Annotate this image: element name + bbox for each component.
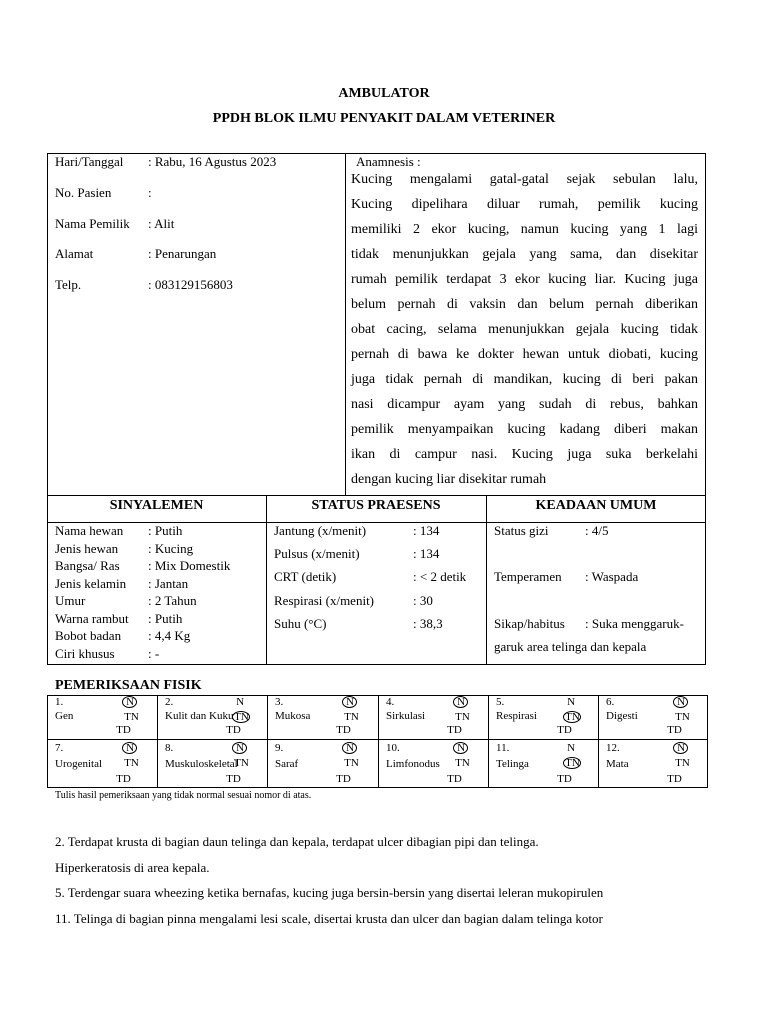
exam-option-tn: TN [565, 711, 580, 723]
patient-value: : Penarungan [148, 246, 217, 261]
patient-label: Nama Pemilik [55, 216, 130, 231]
anamnesis-line: belum pernah di vaksin dan belum pernah diberikan [351, 297, 698, 312]
exam-option-n: N [126, 696, 135, 708]
sikap-value-cont: garuk area telinga dan kepala [494, 639, 647, 654]
exam-name: Respirasi [496, 710, 537, 722]
pemeriksaan-note: Tulis hasil pemeriksaan yang tidak normal sesuai nomor di atas. [55, 790, 312, 801]
exam-name: Limfonodus [386, 758, 440, 770]
exam-option-td: TD [557, 773, 572, 785]
exam-option-td: TD [226, 773, 241, 785]
sinyalemen-value: : Jantan [148, 576, 189, 591]
exam-number: 4. [386, 696, 395, 708]
sikap-value: : Suka menggaruk- [585, 616, 684, 631]
exam-number: 11. [496, 742, 510, 754]
exam-option-td: TD [557, 724, 572, 736]
patient-label: Telp. [55, 277, 82, 292]
anamnesis-line: Kucing dipelihara diluar rumah, pemilik kucing [351, 197, 698, 212]
patient-value: : [148, 185, 152, 200]
status-value: : < 2 detik [413, 569, 467, 584]
exam-option-td: TD [447, 724, 462, 736]
exam-name: Kulit dan Kuku [165, 710, 234, 722]
anamnesis-line: dengan kucing liar disekitar rumah [351, 472, 547, 487]
exam-option-n: N [346, 696, 355, 708]
document-subtitle: PPDH BLOK ILMU PENYAKIT DALAM VETERINER [212, 111, 556, 126]
selected-circle-icon [673, 696, 688, 708]
exam-number: 8. [165, 742, 174, 754]
divider [345, 153, 346, 495]
patient-value: : Alit [148, 216, 175, 231]
patient-label: Hari/Tanggal [55, 154, 124, 169]
sinyalemen-label: Bobot badan [55, 628, 122, 643]
exam-name: Sirkulasi [386, 710, 426, 722]
exam-number: 5. [496, 696, 505, 708]
status-value: : 30 [413, 593, 433, 608]
selected-circle-icon [453, 742, 468, 754]
selected-circle-icon [122, 742, 137, 754]
divider [266, 495, 267, 665]
divider [486, 495, 487, 665]
exam-number: 6. [606, 696, 615, 708]
exam-name: Muskuloskeletal [165, 758, 238, 770]
exam-option-n: N [236, 696, 245, 708]
status-value: : 134 [413, 523, 440, 538]
document-title: AMBULATOR [338, 86, 430, 101]
selected-circle-icon [232, 742, 247, 754]
exam-option-n: N [677, 742, 686, 754]
exam-option-td: TD [667, 724, 682, 736]
divider [47, 495, 706, 496]
exam-option-tn: TN [124, 711, 139, 723]
sinyalemen-label: Ciri khusus [55, 646, 115, 661]
sinyalemen-label: Warna rambut [55, 611, 129, 626]
exam-option-n: N [126, 742, 135, 754]
exam-number: 9. [275, 742, 284, 754]
patient-label: No. Pasien [55, 185, 112, 200]
anamnesis-line: juga tidak pernah di mandikan, kucing di beri pakan [351, 372, 698, 387]
sinyalemen-label: Bangsa/ Ras [55, 558, 120, 573]
anamnesis-line: pemilik menyampaikan kucing kadang diberi makan [351, 422, 698, 437]
exam-option-td: TD [667, 773, 682, 785]
grid-divider [157, 696, 158, 787]
exam-option-tn: TN [455, 711, 470, 723]
selected-circle-icon [453, 696, 468, 708]
sinyalemen-value: : Mix Domestik [148, 558, 231, 573]
grid-divider [48, 739, 707, 740]
exam-name: Telinga [496, 758, 529, 770]
status-value: : 134 [413, 546, 440, 561]
exam-option-tn: TN [124, 757, 139, 769]
exam-option-n: N [236, 742, 245, 754]
patient-label: Alamat [55, 246, 94, 261]
result-line: 11. Telinga di bagian pinna mengalami lesi scale, disertai krusta dan ulcer dan bagian dalam telinga kotor [55, 911, 603, 926]
sinyalemen-label: Jenis kelamin [55, 576, 127, 591]
result-line: 2. Terdapat krusta di bagian daun telinga dan kepala, terdapat ulcer dibagian pipi dan telinga. [55, 834, 539, 849]
anamnesis-label: Anamnesis : [356, 154, 421, 169]
exam-option-td: TD [336, 724, 351, 736]
exam-option-n: N [567, 742, 576, 754]
status-label: CRT (detik) [274, 569, 337, 584]
sinyalemen-value: : 2 Tahun [148, 593, 197, 608]
exam-option-tn: TN [565, 757, 580, 769]
exam-option-tn: TN [455, 757, 470, 769]
exam-option-td: TD [336, 773, 351, 785]
sinyalemen-value: : 4,4 Kg [148, 628, 191, 643]
exam-option-td: TD [447, 773, 462, 785]
exam-name: Gen [55, 710, 74, 722]
selected-circle-icon [673, 742, 688, 754]
status-gizi-label: Status gizi [494, 523, 549, 538]
exam-option-td: TD [116, 773, 131, 785]
status-label: Pulsus (x/menit) [274, 546, 360, 561]
pemeriksaan-title: PEMERIKSAAN FISIK [55, 678, 202, 693]
selected-circle-icon [342, 742, 357, 754]
patient-value: : Rabu, 16 Agustus 2023 [148, 154, 277, 169]
grid-divider [267, 696, 268, 787]
sikap-label: Sikap/habitus [494, 616, 565, 631]
exam-option-td: TD [116, 724, 131, 736]
sinyalemen-value: : Putih [148, 523, 183, 538]
anamnesis-line: ikan di campur nasi. Kucing juga suka berkelahi [351, 447, 698, 462]
status-label: Respirasi (x/menit) [274, 593, 375, 608]
exam-option-n: N [346, 742, 355, 754]
status-praesens-header: STATUS PRAESENS [311, 498, 441, 513]
exam-option-tn: TN [234, 757, 249, 769]
exam-name: Digesti [606, 710, 638, 722]
temperamen-label: Temperamen [494, 569, 562, 584]
exam-option-tn: TN [344, 711, 359, 723]
exam-option-tn: TN [675, 757, 690, 769]
exam-name: Urogenital [55, 758, 103, 770]
exam-number: 10. [386, 742, 400, 754]
exam-name: Saraf [275, 758, 299, 770]
exam-number: 7. [55, 742, 64, 754]
anamnesis-line: nasi dicampur ayam yang sudah di rebus, bahkan [351, 397, 698, 412]
status-label: Jantung (x/menit) [274, 523, 367, 538]
selected-circle-icon [122, 696, 137, 708]
sinyalemen-label: Umur [55, 593, 86, 608]
exam-option-n: N [677, 696, 686, 708]
temperamen-value: : Waspada [585, 569, 639, 584]
anamnesis-line: obat cacing, selama menunjukkan gejala kucing tidak [351, 322, 698, 337]
anamnesis-line: pernah di bawa ke dokter hewan untuk diobati, kucing [351, 347, 698, 362]
exam-number: 2. [165, 696, 174, 708]
anamnesis-line: rumah pemilik terdapat 3 ekor kucing liar. Kucing juga [351, 272, 698, 287]
pemeriksaan-grid [47, 695, 708, 788]
grid-divider [598, 696, 599, 787]
result-line: Hiperkeratosis di area kepala. [55, 860, 210, 875]
patient-value: : 083129156803 [148, 277, 233, 292]
selected-circle-icon [342, 696, 357, 708]
anamnesis-line: tidak menunjukkan gejala yang sama, dan disekitar [351, 247, 698, 262]
exam-option-n: N [457, 742, 466, 754]
exam-number: 12. [606, 742, 620, 754]
status-gizi-value: : 4/5 [585, 523, 609, 538]
exam-number: 1. [55, 696, 64, 708]
exam-name: Mata [606, 758, 629, 770]
exam-option-n: N [567, 696, 576, 708]
sinyalemen-label: Jenis hewan [55, 541, 119, 556]
exam-option-tn: TN [675, 711, 690, 723]
anamnesis-line: memiliki 2 ekor kucing, namun kucing yang 1 lagi [351, 222, 698, 237]
grid-divider [488, 696, 489, 787]
exam-option-tn: TN [234, 711, 249, 723]
status-label: Suhu (°C) [274, 616, 327, 631]
sinyalemen-value: : Kucing [148, 541, 194, 556]
grid-divider [378, 696, 379, 787]
sinyalemen-value: : Putih [148, 611, 183, 626]
exam-option-td: TD [226, 724, 241, 736]
result-line: 5. Terdengar suara wheezing ketika bernafas, kucing juga bersin-bersin yang disertai leleran mukopirulen [55, 885, 604, 900]
exam-name: Mukosa [275, 710, 311, 722]
anamnesis-line: Kucing mengalami gatal-gatal sejak sebulan lalu, [351, 172, 698, 187]
exam-option-n: N [457, 696, 466, 708]
exam-number: 3. [275, 696, 284, 708]
sinyalemen-header: SINYALEMEN [109, 498, 204, 513]
exam-option-tn: TN [344, 757, 359, 769]
sinyalemen-label: Nama hewan [55, 523, 124, 538]
keadaan-umum-header: KEADAAN UMUM [535, 498, 657, 513]
status-value: : 38,3 [413, 616, 443, 631]
anamnesis-text [351, 167, 698, 492]
sinyalemen-value: : - [148, 646, 160, 661]
